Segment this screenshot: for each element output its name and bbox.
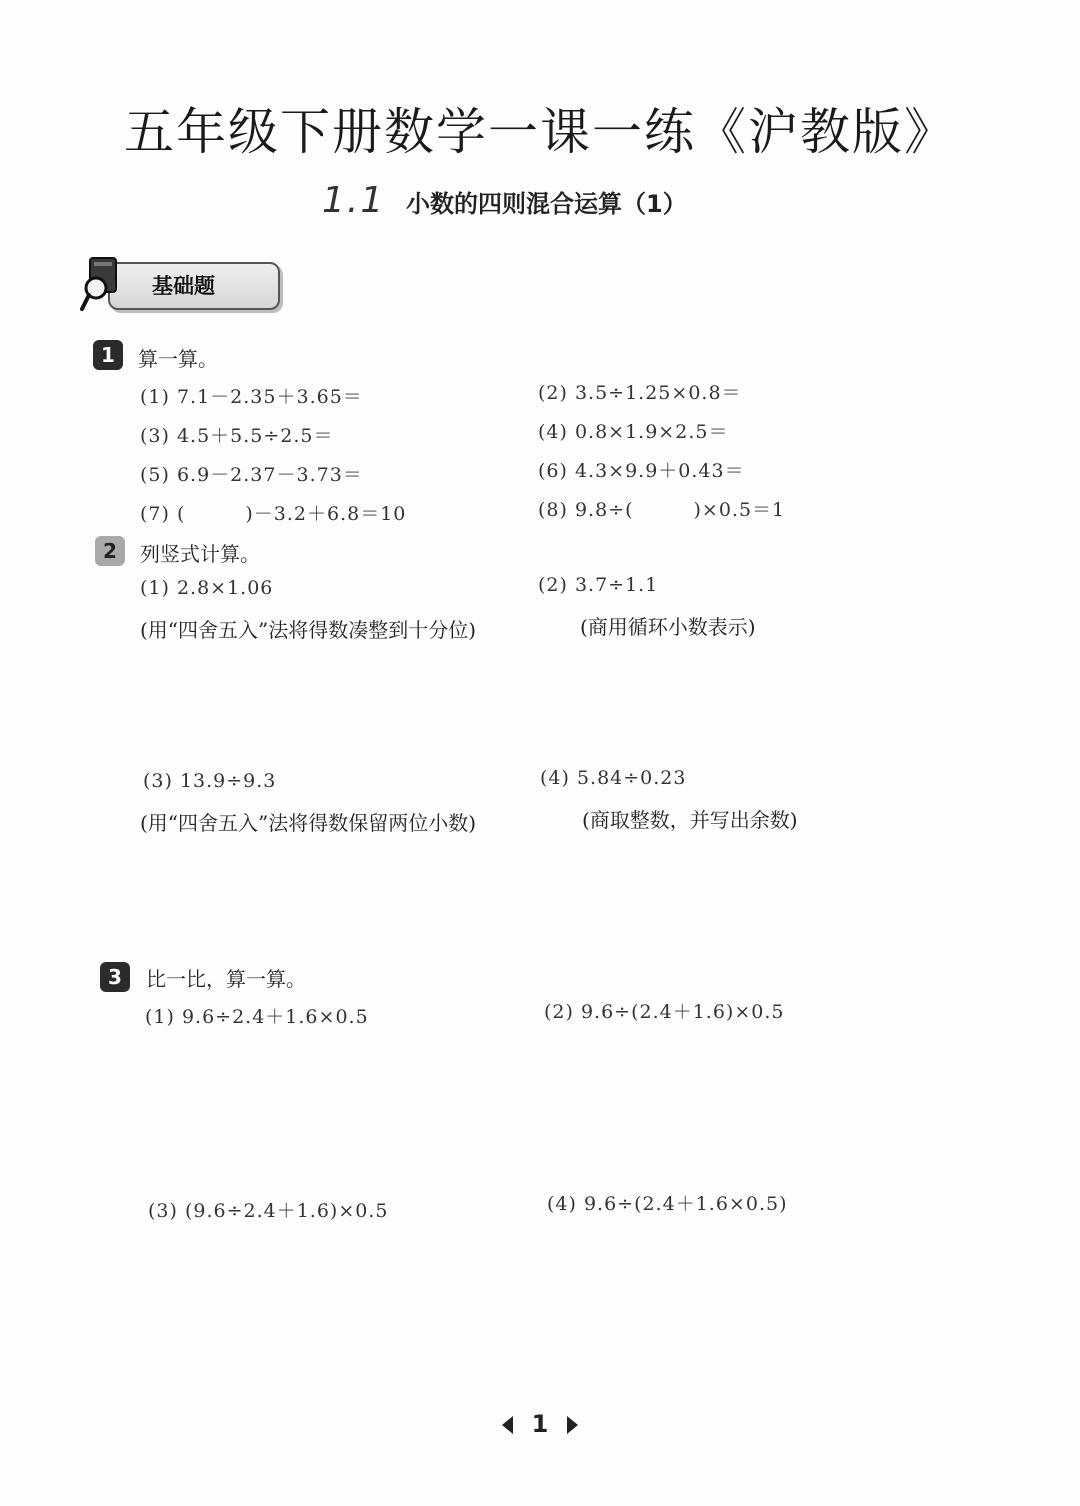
q1-item-2: (2) 3.5÷1.25×0.8＝ (538, 382, 742, 404)
question-2-title: 列竖式计算。 (140, 542, 260, 566)
q3-item-2: (2) 9.6÷(2.4＋1.6)×0.5 (544, 1001, 785, 1023)
q1-item-8: (8) 9.8÷( )×0.5＝1 (538, 499, 786, 521)
q2-item-3-expr: (3) 13.9÷9.3 (143, 770, 277, 792)
q2-item-3-note: (用“四舍五入”法将得数保留两位小数) (140, 811, 477, 835)
q3-item-1: (1) 9.6÷2.4＋1.6×0.5 (145, 1006, 369, 1028)
q1-item-7: (7) ( )－3.2＋6.8＝10 (140, 503, 407, 525)
q2-item-4-expr: (4) 5.84÷0.23 (540, 767, 687, 789)
arrow-left-icon (502, 1416, 513, 1434)
q2-item-4-note: (商取整数，并写出余数) (582, 808, 798, 832)
q1-item-6: (6) 4.3×9.9＋0.43＝ (538, 460, 745, 482)
q1-item-5: (5) 6.9－2.37－3.73＝ (140, 464, 363, 486)
question-1-title: 算一算。 (138, 347, 218, 371)
q2-item-2-expr: (2) 3.7÷1.1 (538, 574, 659, 596)
question-1-badge: 1 (93, 340, 123, 370)
page-number: 1 (531, 1410, 549, 1438)
q3-item-3: (3) (9.6÷2.4＋1.6)×0.5 (148, 1200, 389, 1222)
question-2-badge: 2 (95, 536, 125, 566)
q1-item-4: (4) 0.8×1.9×2.5＝ (538, 421, 729, 443)
section-label: 基础题 (152, 274, 215, 298)
q3-item-4: (4) 9.6÷(2.4＋1.6×0.5) (547, 1193, 788, 1215)
lesson-title: 小数的四则混合运算（1） (406, 190, 687, 218)
page-title: 五年级下册数学一课一练《沪教版》 (124, 103, 956, 161)
lesson-number: 1.1 (322, 180, 386, 221)
magnifier-book-icon (80, 254, 124, 314)
q1-item-3: (3) 4.5＋5.5÷2.5＝ (140, 425, 334, 447)
question-3-badge: 3 (100, 962, 130, 992)
q1-item-1: (1) 7.1－2.35＋3.65＝ (140, 386, 363, 408)
q2-item-2-note: (商用循环小数表示) (580, 615, 756, 639)
q2-item-1-note: (用“四舍五入”法将得数凑整到十分位) (140, 618, 477, 642)
question-3-title: 比一比，算一算。 (146, 967, 306, 991)
q2-item-1-expr: (1) 2.8×1.06 (140, 577, 274, 599)
arrow-right-icon (567, 1416, 578, 1434)
page-footer (0, 1410, 1080, 1438)
